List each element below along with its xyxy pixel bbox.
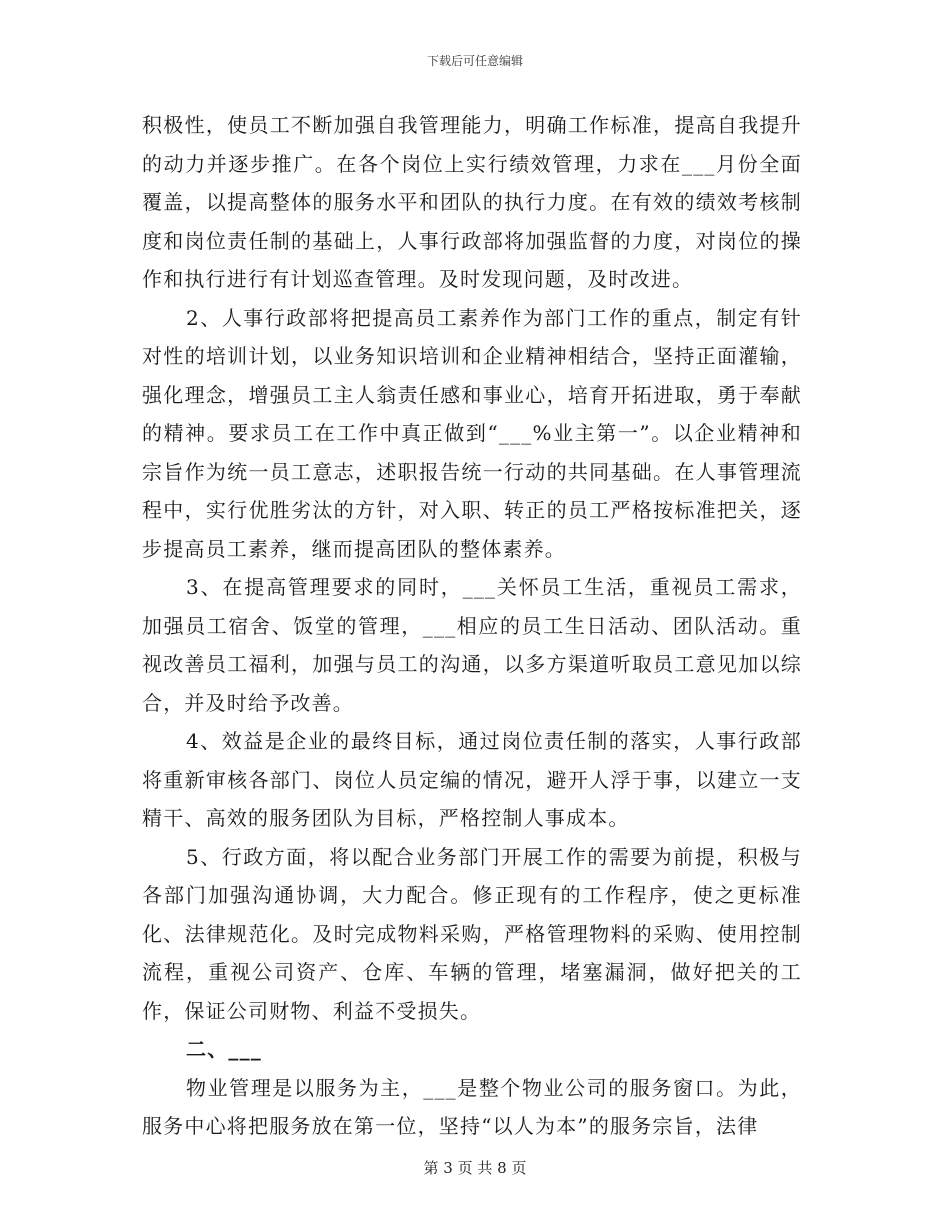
paragraph-item-2: 2、人事行政部将把提高员工素养作为部门工作的重点，制定有针对性的培训计划，以业务知识培训和企业精神相结合，坚持正面灌输，强化理念，增强员工主人翁责任感和事业心，培育开拓进取，勇于奉献的精神。要求员工在工作中真正做到“___%业主第一”。以企业精神和宗旨作为统一员工意志，述职报告统一行动的共同基础。在人事管理流程中，实行优胜劣汰的方针，对入职、转正的员工严格按标准把关，逐步提高员工素养，继而提高团队的整体素养。 [142, 305, 802, 561]
page-header-note: 下载后可任意编辑 [426, 54, 523, 68]
page-footer-number: 第 3 页 共 8 页 [423, 1159, 527, 1177]
paragraph-item-4: 4、效益是企业的最终目标，通过岗位责任制的落实，人事行政部将重新审核各部门、岗位人员定编的情况，避开人浮于事，以建立一支精干、高效的服务团队为目标，严格控制人事成本。 [142, 729, 802, 830]
section-paragraph: 物业管理是以服务为主，___是整个物业公司的服务窗口。为此，服务中心将把服务放在第一位，坚持“以人为本”的服务宗旨，法律 [142, 1075, 802, 1138]
document-body [142, 106, 802, 1146]
paragraph-item-5: 5、行政方面，将以配合业务部门开展工作的需要为前提，积极与各部门加强沟通协调，大力配合。修正现有的工作程序，使之更标准化、法律规范化。及时完成物料采购，严格管理物料的采购、使用控制流程，重视公司资产、仓库、车辆的管理，堵塞漏洞，做好把关的工作，保证公司财物、利益不受损失。 [142, 844, 802, 1023]
paragraph-continuation: 积极性，使员工不断加强自我管理能力，明确工作标准，提高自我提升的动力并逐步推广。在各个岗位上实行绩效管理，力求在___月份全面覆盖，以提高整体的服务水平和团队的执行力度。在有效的绩效考核制度和岗位责任制的基础上，人事行政部将加强监督的力度，对岗位的操作和执行进行有计划巡查管理。及时发现问题，及时改进。 [142, 113, 802, 291]
paragraph-item-3: 3、在提高管理要求的同时，___关怀员工生活，重视员工需求，加强员工宿舍、饭堂的管理，___相应的员工生日活动、团队活动。重视改善员工福利，加强与员工的沟通，以多方渠道听取员工意见加以综合，并及时给予改善。 [142, 575, 802, 715]
section-heading: 二、___ [186, 1037, 262, 1061]
